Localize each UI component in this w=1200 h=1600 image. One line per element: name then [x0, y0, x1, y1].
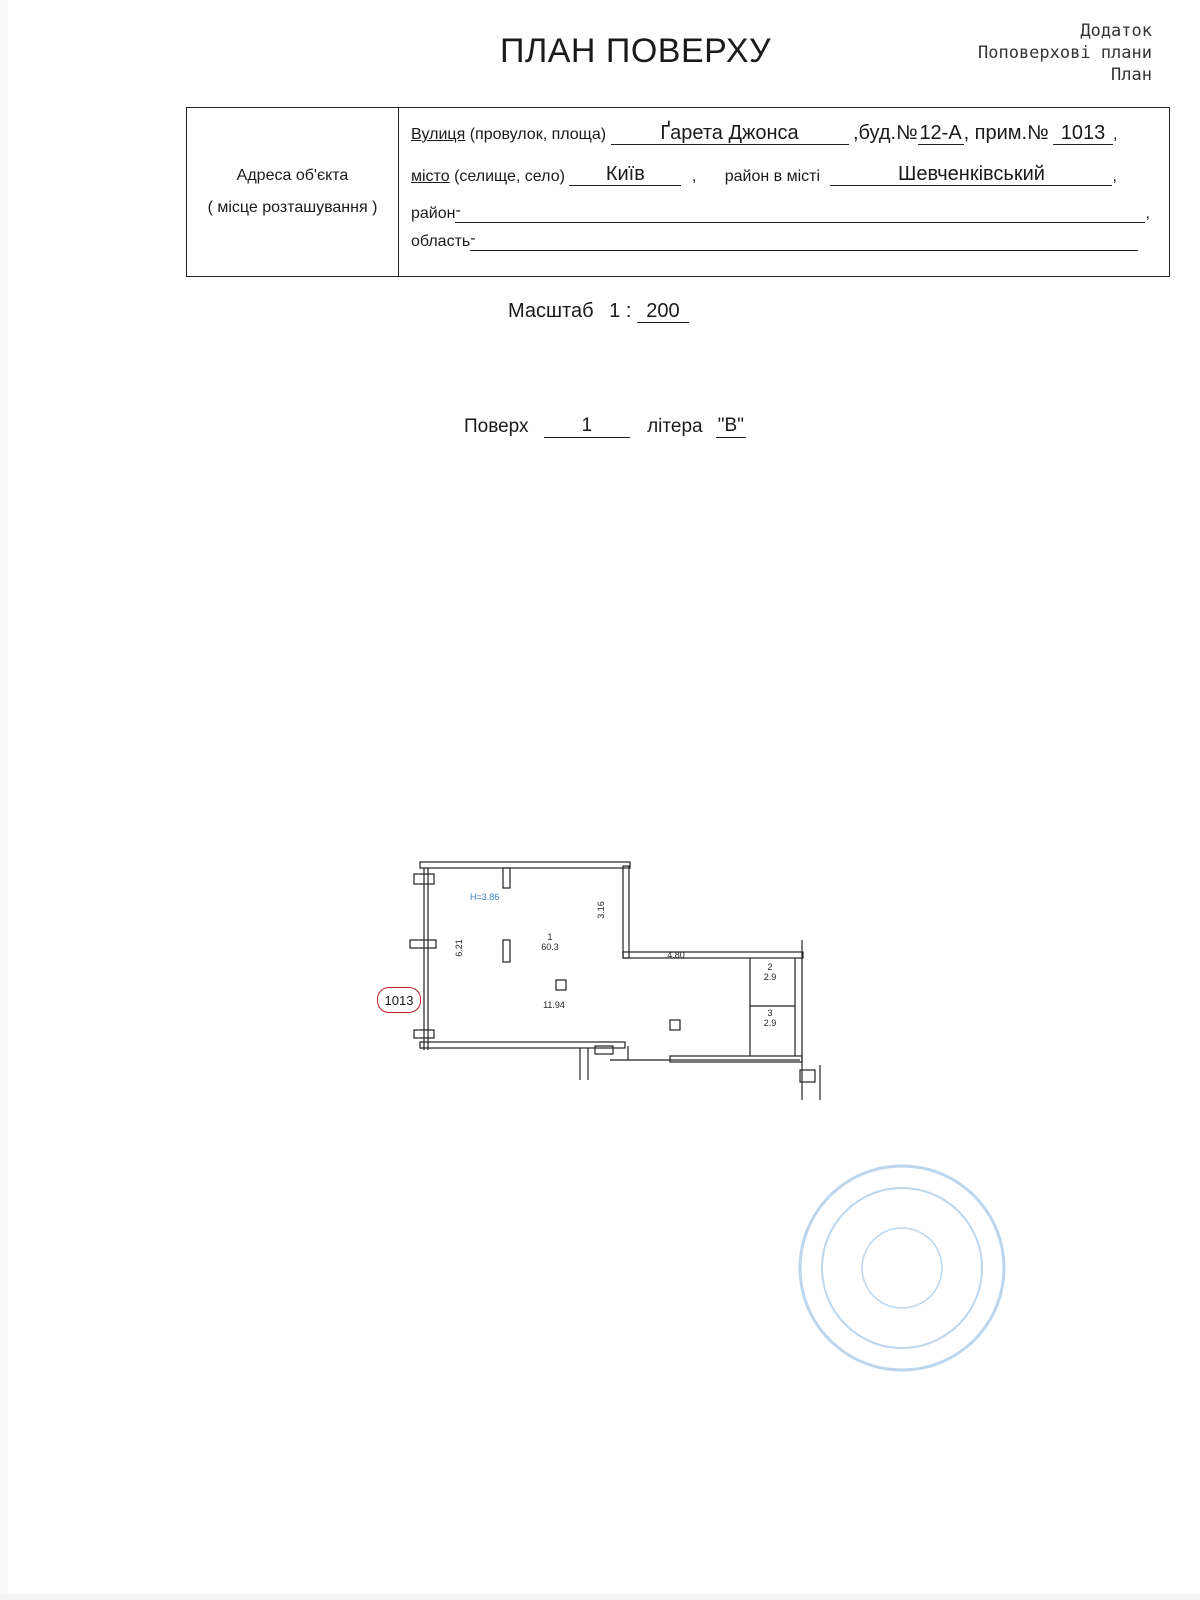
street-value: Ґарета Джонса — [611, 122, 849, 145]
wall-right-upper — [623, 866, 629, 958]
column-bottom — [595, 1046, 613, 1054]
city-value: Київ — [569, 163, 681, 186]
letter-value: "В" — [717, 415, 744, 436]
room-2-area: 2.9 — [763, 972, 777, 982]
stamp-outer-ring — [800, 1166, 1004, 1370]
region-value: - — [470, 228, 1138, 251]
city-district-value: Шевченківський — [830, 163, 1112, 186]
city-row: місто (селище, село) Київ , район в місті Шевченківський , — [411, 163, 1117, 185]
column-square-1 — [556, 980, 566, 990]
wall-middle — [623, 952, 803, 958]
room-1-number: 1 — [547, 932, 553, 942]
district-value: - — [455, 200, 1145, 223]
wall-bottom-right-thick — [670, 1056, 802, 1062]
height-note: H=3.86 — [470, 892, 500, 902]
dim-621: 6.21 — [454, 939, 464, 957]
wall-top — [420, 862, 630, 868]
city-district-label: район в місті — [724, 168, 821, 185]
street-row: Вулиця (провулок, площа) Ґарета Джонса ,буд.№12-А, прим.№ 1013 , — [411, 122, 1118, 144]
column-square-2 — [670, 1020, 680, 1030]
floor-value: 1 — [544, 415, 630, 438]
district-label: район — [411, 205, 456, 222]
location-label: ( місце розташування ) — [207, 199, 378, 216]
stamp-inner-ring — [822, 1188, 982, 1348]
room-2-number: 2 — [767, 962, 773, 972]
dim-480: 4.80 — [667, 950, 685, 960]
street-label: Вулиця — [411, 126, 466, 143]
address-label-cell — [187, 108, 399, 276]
page-bottom-edge — [0, 1594, 1200, 1600]
scale-label: Масштаб — [508, 300, 594, 322]
city-label: місто — [411, 168, 450, 185]
address-table — [186, 107, 1170, 277]
scale-prefix: 1 : — [609, 300, 632, 322]
dim-1194: 11.94 — [543, 1000, 565, 1010]
room-1-area: 60.3 — [541, 942, 559, 952]
building-value: 12-А — [919, 122, 962, 144]
left-mark — [410, 940, 436, 948]
stamp-center-ring — [862, 1228, 942, 1308]
street-label-rest: (провулок, площа) — [469, 126, 607, 143]
premise-label: , прим.№ — [963, 122, 1049, 144]
official-stamp — [796, 1162, 1008, 1374]
annex-note — [978, 20, 1152, 86]
annex-line-3: План — [1111, 65, 1152, 85]
document-title: ПЛАН ПОВЕРХУ — [500, 32, 772, 70]
room-3-number: 3 — [767, 1008, 773, 1018]
wall-bottom — [420, 1042, 625, 1048]
premise-value: 1013 — [1053, 122, 1113, 145]
annex-line-2: Поповерхові плани — [978, 43, 1152, 63]
region-label: область — [411, 233, 471, 250]
letter-label: літера — [647, 416, 703, 437]
region-row — [411, 228, 1138, 251]
page-left-edge — [0, 0, 8, 1600]
column-center — [503, 940, 510, 962]
floor-label: Поверх — [464, 416, 529, 437]
room-3-area: 2.9 — [763, 1018, 777, 1028]
scale-value: 200 — [637, 300, 689, 323]
address-label: Адреса об'єкта — [236, 167, 349, 184]
building-label: ,буд.№ — [852, 122, 918, 144]
city-label-rest: (селище, село) — [454, 168, 565, 185]
floor-line — [464, 415, 746, 438]
column-top — [503, 868, 510, 888]
floor-plan — [370, 860, 850, 1120]
scale-line — [508, 300, 689, 323]
dim-316: 3.16 — [596, 901, 606, 919]
premise-tag: 1013 — [377, 987, 421, 1013]
annex-line-1: Додаток — [1080, 21, 1152, 41]
district-row: район- , — [411, 202, 1150, 222]
